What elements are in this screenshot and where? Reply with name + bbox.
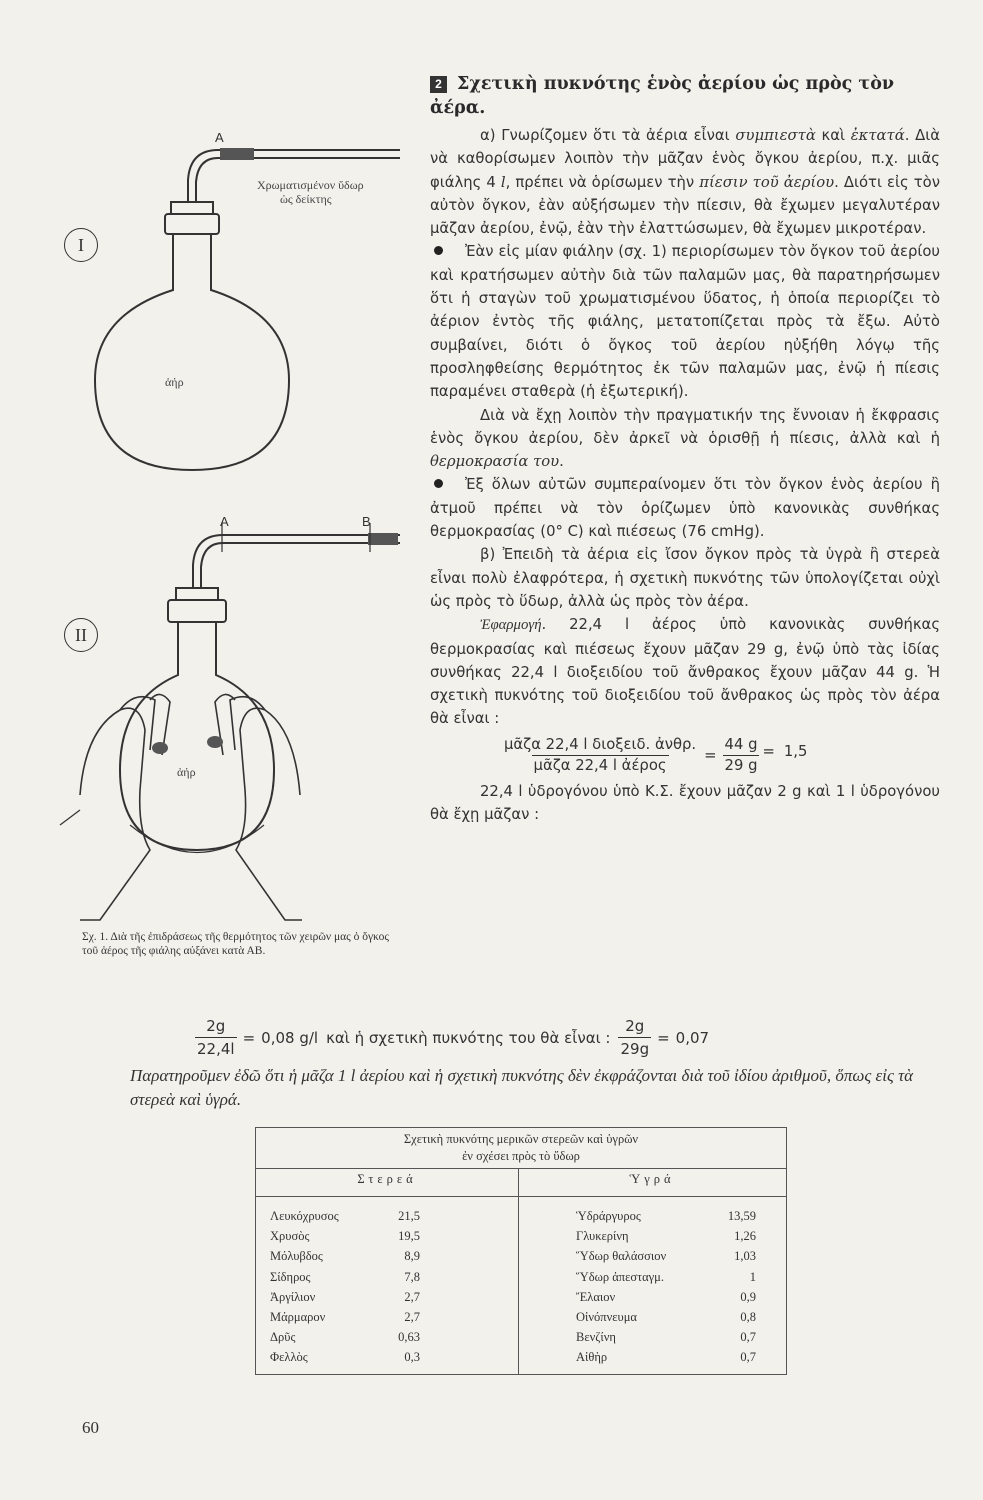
point-A-label-I: A <box>215 130 224 145</box>
bullet-icon <box>434 246 443 255</box>
table-row <box>270 1347 420 1367</box>
material-name: Λευκόχρυσος <box>270 1209 339 1223</box>
italic-note: Παρατηροῦμεν ἐδῶ ὅτι ἡ μᾶζα 1 l ἀερίου καὶ ἡ σχετικὴ πυκνότης δὲν ἐκφράζονται διὰ τοῦ ἰδίου ἀριθμοῦ, ὅπως εἰς τὰ στερεὰ καὶ ὑγρά. <box>130 1066 914 1109</box>
figure-label-II: II <box>64 618 98 652</box>
section-title-text: Σχετικὴ πυκνότης ἑνὸς ἀερίου ὡς πρὸς τὸν ἀέρα. <box>430 74 895 118</box>
material-name: Ὑδράργυρος <box>576 1209 641 1223</box>
table-row <box>270 1206 420 1226</box>
density-value: 7,8 <box>404 1269 420 1284</box>
density-value: 0,9 <box>740 1289 756 1304</box>
bullet-icon <box>434 479 443 488</box>
density-value: 21,5 <box>398 1209 420 1223</box>
hydrogen-density-value: 0,07 <box>675 1028 710 1047</box>
density-value: 0,63 <box>398 1330 420 1345</box>
density-value: 1,26 <box>734 1229 756 1244</box>
table-row <box>270 1226 420 1246</box>
density-value: 1,03 <box>734 1249 756 1264</box>
material-name: Οἰνόπνευμα <box>576 1309 637 1324</box>
paragraph-a: α) Γνωρίζομεν ὅτι τὰ ἀέρια εἶναι συμπιεστὰ καὶ ἐκτατά. Διὰ νὰ καθορίσωμεν λοιπὸν τὴν μᾶζαν ἑνὸς ὄγκου ἀερίου, π.χ. μιᾶς φιάλης 4 l, πρέπει νὰ ὁρίσωμεν τὴν πίεσιν τοῦ ἀερίου. Διότι εἰς τὸν αὐτὸν ὄγκον, ἐὰν αὐξήσωμεν τὴν πίεσιν, θὰ ἔχωμεν μεγαλυτέραν μᾶζαν ἀερίου, ἐνῷ, ἐὰν τὴν ἐλαττώσωμεν, θὰ ἔχωμεν μικροτέραν. <box>430 127 940 238</box>
application-label: Ἐφαρμογή <box>480 617 542 634</box>
table-row <box>576 1287 756 1307</box>
air-label-II: ἀήρ <box>177 765 196 779</box>
material-name: Βενζίνη <box>576 1330 616 1345</box>
density-value: 19,5 <box>398 1229 420 1244</box>
table-row <box>270 1327 420 1347</box>
flask-I <box>95 148 400 470</box>
text-column <box>430 72 940 826</box>
density-value: 0,8 <box>740 1309 756 1324</box>
hydrogen-formula: $\frac{2g}{22,4l}$ = 0,08 g/l καὶ ἡ σχετικὴ πυκνότης του θὰ εἶναι : $\frac{2g}{29g}$ = 0,07 <box>197 1017 710 1058</box>
table-row <box>270 1246 420 1266</box>
paragraph-b: β) Ἐπειδὴ τὰ ἀέρια εἰς ἴσον ὄγκον πρὸς τὰ ὑγρὰ ἢ στερεὰ εἶναι πολὺ ἐλαφρότερα, ἡ σχετικὴ πυκνότης τῶν ὑπολογίζεται οὐχὶ ὡς πρὸς τὸ ὕδωρ, ἀλλὰ ὡς πρὸς τὸν ἀέρα. <box>430 546 940 610</box>
density-table <box>255 1127 787 1375</box>
density-value: 2,7 <box>404 1309 420 1324</box>
material-name: Χρυσὸς <box>270 1229 310 1244</box>
table-row <box>270 1307 420 1327</box>
material-name: Μόλυβδος <box>270 1249 323 1264</box>
table-row <box>576 1267 756 1287</box>
air-label-I: ἀήρ <box>165 375 184 389</box>
material-name: Αἰθὴρ <box>576 1350 608 1365</box>
density-value: 13,59 <box>727 1209 756 1223</box>
fraction-hydrogen-density: $\frac{2g}{29g}$ <box>620 1017 650 1058</box>
formula-text: καὶ ἡ σχετικὴ πυκνότης του θὰ εἶναι : <box>326 1028 611 1047</box>
density-value: 0,7 <box>740 1350 756 1365</box>
paragraph-temperature: Διὰ νὰ ἔχῃ λοιπὸν τὴν πραγματικήν της ἔννοιαν ἡ ἔκφρασις ἑνὸς ὄγκου ἀερίου, δὲν ἀρκεῖ νὰ ὁρισθῇ ἡ πίεσις, ἀλλὰ καὶ ἡ θερμοκρασία του. <box>430 406 940 471</box>
paragraph-experiment: Ἐὰν εἰς μίαν φιάλην (σχ. 1) περιορίσωμεν τὸν ὄγκον τοῦ ἀερίου καὶ κρατήσωμεν αὐτὴν διὰ τῶν παλαμῶν μας, θὰ παρατηρήσωμεν ὅτι ἡ σταγὼν τοῦ χρωματισμένου ὕδατος, ἡ ὁποία περιορίζει τὸ ἀέριον ἐντὸς τῆς φιάλης, μετατοπίζεται πρὸς τὰ ἔξω. Αὐτὸ συμβαίνει, διότι ὁ ὄγκος τοῦ ἀερίου ηὐξήθη λόγῳ τῆς προσληφθείσης θερμότητος ἐκ τῶν παλαμῶν μας, ἐνῷ ἡ πίεσις παραμένει σταθερὰ (ἡ ἐξωτερική). <box>430 243 940 401</box>
indicator-label-line2: ὡς δείκτης <box>280 192 332 206</box>
liquids-header: Ὑγρά <box>629 1172 675 1186</box>
density-value: 2,7 <box>404 1289 420 1304</box>
table-row <box>576 1347 756 1367</box>
density-equation: $\frac{\text{μᾶζα 22,4 l διοξειδ. ἀνθρ.}}{\text{μᾶζα 22,4 l ἀέρος}}$ = $\frac{44 g}{29 g}$ = 1,5 <box>504 735 808 774</box>
density-value: 0,3 <box>404 1350 420 1365</box>
paragraph-application: Ἐφαρμογή. 22,4 l ἀέρος ὑπὸ κανονικὰς συνθήκας θερμοκρασίας καὶ πιέσεως ἔχουν μᾶζαν 29 g, ἐνῷ ὑπὸ τὰς ἰδίας συνθήκας 22,4 l διοξειδίου τοῦ ἄνθρακος ἔχουν μᾶζαν 44 g. Ἡ σχετικὴ πυκνότης τοῦ διοξειδίου τοῦ ἄνθρακος ὡς πρὸς τὸν ἀέρα θὰ εἶναι : <box>430 616 940 728</box>
flask-II <box>60 523 400 920</box>
paragraph-hydrogen: 22,4 l ὑδρογόνου ὑπὸ Κ.Σ. ἔχουν μᾶζαν 2 g καὶ 1 l ὑδρογόνου θὰ ἔχῃ μᾶζαν : <box>430 782 940 824</box>
table-title: Σχετικὴ πυκνότης μερικῶν στερεῶν καὶ ὑγρῶν ἐν σχέσει πρὸς τὸ ὕδωρ <box>403 1132 639 1163</box>
figure-label-I: I <box>64 228 98 262</box>
point-B-label: B <box>362 514 371 529</box>
result-value: 1,5 <box>783 742 808 760</box>
paragraph-conclusion: Ἐξ ὅλων αὐτῶν συμπεραίνομεν ὅτι τὸν ὄγκον ἑνὸς ἀερίου ἢ ἀτμοῦ πρέπει νὰ τὸν ὁρίζωμεν ὑπὸ κανονικὰς συνθήκας θερμοκρασίας (0° C) καὶ πιέσεως (76 cmHg). <box>430 476 940 541</box>
table-row <box>576 1206 756 1226</box>
material-name: Φελλὸς <box>270 1350 308 1365</box>
table-row <box>576 1226 756 1246</box>
material-name: Σίδηρος <box>270 1269 311 1284</box>
table-row <box>576 1327 756 1347</box>
solids-list <box>270 1206 420 1368</box>
point-A-label-II: A <box>220 514 229 529</box>
material-name: Ὕδωρ ἀπεσταγμ. <box>576 1269 665 1284</box>
table-row <box>576 1246 756 1266</box>
indicator-label-line1: Χρωματισμένον ὕδωρ <box>257 178 364 192</box>
figure-caption: Σχ. 1. Διὰ τῆς ἐπιδράσεως τῆς θερμότητος τῶν χειρῶν μας ὁ ὄγκος τοῦ ἀέρος τῆς φιάλης αὐξάνει κατὰ ΑΒ. <box>82 931 389 957</box>
hydrogen-mass-value: 0,08 g/l <box>261 1028 319 1047</box>
density-value: 8,9 <box>404 1249 420 1264</box>
fraction-hydrogen-mass: $\frac{2g}{22,4l}$ <box>197 1017 235 1058</box>
solids-header: Στερεά <box>357 1172 417 1186</box>
density-value: 1 <box>749 1269 756 1284</box>
material-name: Ἔλαιον <box>576 1289 616 1304</box>
fraction-numeric: $\frac{44 g}{29 g}$ <box>724 735 758 774</box>
liquids-list <box>576 1206 756 1368</box>
table-row <box>270 1267 420 1287</box>
table-row <box>576 1307 756 1327</box>
page-number: 60 <box>82 1418 99 1437</box>
material-name: Γλυκερίνη <box>576 1229 629 1244</box>
density-value: 0,7 <box>740 1330 756 1345</box>
material-name: Μάρμαρον <box>270 1309 326 1324</box>
section-number: 2 <box>430 76 447 93</box>
figure-flasks <box>40 90 440 1030</box>
section-title <box>430 72 940 120</box>
material-name: Ἀργίλιον <box>270 1289 316 1304</box>
table-row <box>270 1287 420 1307</box>
material-name: Ὕδωρ θαλάσσιον <box>576 1249 667 1264</box>
flask-illustration <box>40 90 440 1010</box>
material-name: Δρῦς <box>270 1330 296 1345</box>
fraction-mass-ratio: $\frac{\text{μᾶζα 22,4 l διοξειδ. ἀνθρ.}}{\text{μᾶζα 22,4 l ἀέρος}}$ <box>504 735 697 774</box>
